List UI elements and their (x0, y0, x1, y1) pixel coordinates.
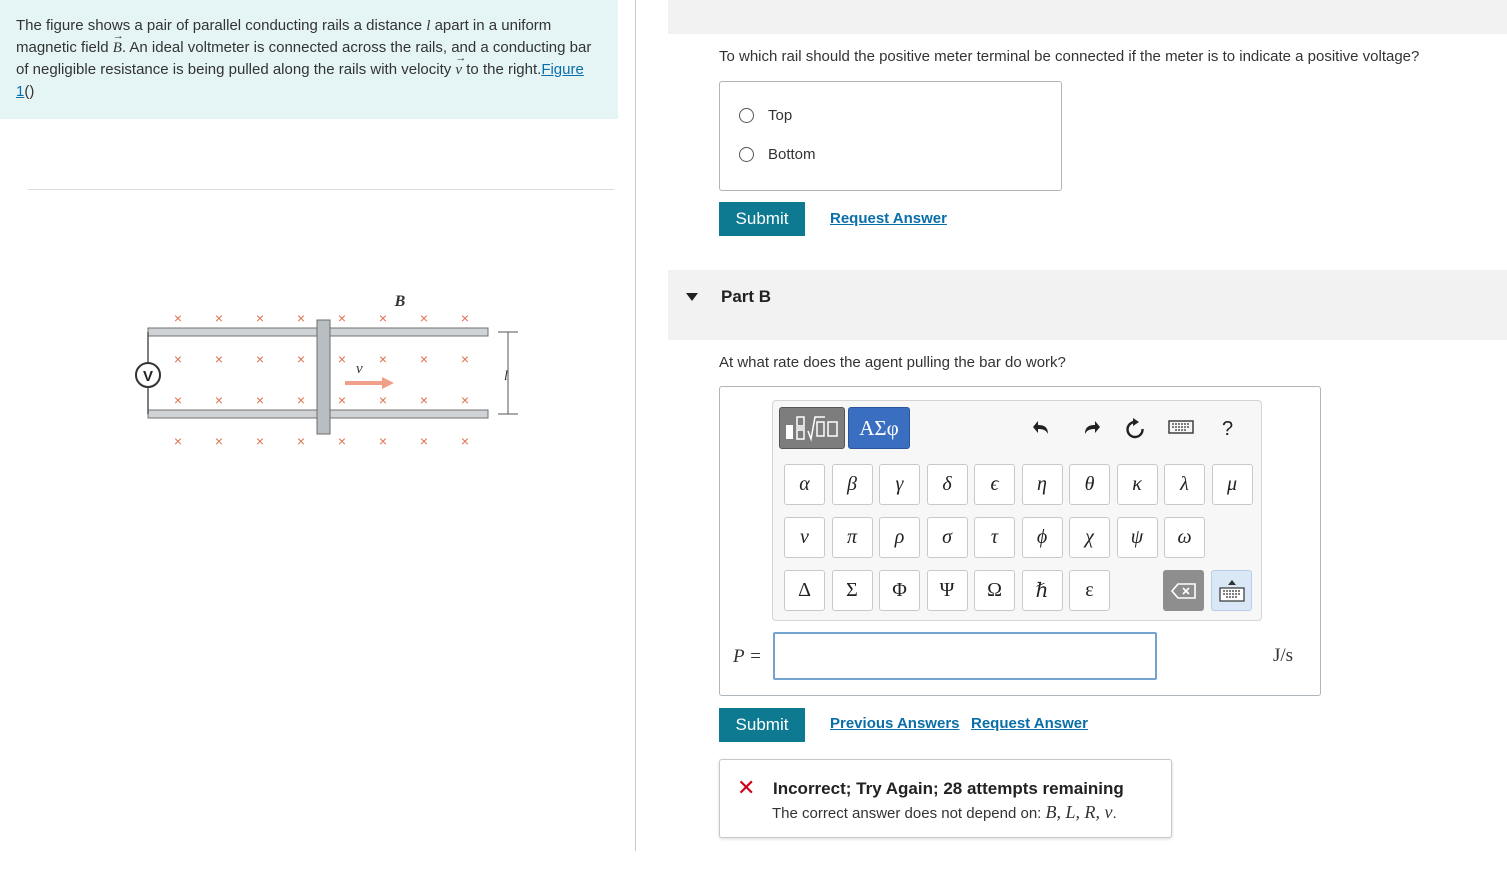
reset-icon[interactable] (1124, 418, 1146, 444)
conducting-bar (317, 320, 330, 434)
greek-key[interactable]: π (832, 517, 873, 558)
keyboard-toggle-icon (1218, 579, 1246, 603)
part-b-request-answer-link[interactable]: Request Answer (971, 715, 1088, 732)
greek-key[interactable]: Δ (784, 570, 825, 611)
figure-divider (28, 189, 614, 190)
field-x-mark: × (214, 392, 224, 408)
greek-key[interactable]: Σ (832, 570, 873, 611)
part-b-submit-button[interactable]: Submit (719, 708, 805, 742)
field-x-mark: × (255, 433, 265, 449)
part-a-question: To which rail should the positive meter terminal be connected if the meter is to indicate a positive voltage? (719, 48, 1420, 65)
greek-key[interactable]: μ (1212, 464, 1253, 505)
feedback-status: Incorrect; Try Again; 28 attempts remaining (773, 779, 1124, 798)
field-x-mark: × (337, 433, 347, 449)
field-x-mark: × (214, 351, 224, 367)
previous-answers-link[interactable]: Previous Answers (830, 715, 960, 732)
greek-key[interactable]: τ (974, 517, 1015, 558)
part-a-submit-button[interactable]: Submit (719, 202, 805, 236)
feedback-message (772, 802, 1117, 823)
field-x-mark: × (296, 392, 306, 408)
greek-key[interactable]: η (1022, 464, 1063, 505)
greek-key[interactable]: ν (784, 517, 825, 558)
part-b-question: At what rate does the agent pulling the bar do work? (719, 354, 1066, 371)
choice-bottom-label: Bottom (768, 146, 816, 163)
incorrect-icon: ✕ (737, 775, 756, 800)
greek-key[interactable]: ϕ (1022, 517, 1063, 558)
field-x-mark: × (460, 310, 470, 326)
field-x-mark: × (255, 392, 265, 408)
field-x-mark: × (419, 351, 429, 367)
field-x-mark: × (296, 351, 306, 367)
part-a-request-answer-link[interactable]: Request Answer (830, 210, 947, 227)
answer-label: P = (733, 646, 762, 667)
keyboard-icon[interactable] (1168, 418, 1194, 440)
greek-key[interactable]: ε (1069, 570, 1110, 611)
part-b-title[interactable]: Part B (721, 287, 772, 306)
backspace-icon (1171, 583, 1197, 599)
field-x-mark: × (378, 433, 388, 449)
field-x-mark: × (255, 351, 265, 367)
field-x-mark: × (337, 310, 347, 326)
answer-input[interactable] (773, 632, 1157, 680)
field-x-mark: × (460, 351, 470, 367)
field-x-mark: × (378, 310, 388, 326)
field-x-mark: × (337, 351, 347, 367)
field-label: B (394, 293, 406, 310)
var-l: l (426, 18, 431, 34)
unit-label: J/s (1273, 645, 1294, 666)
collapse-caret-icon[interactable] (686, 293, 698, 301)
field-x-mark: × (419, 310, 429, 326)
greek-key[interactable]: ψ (1117, 517, 1158, 558)
figure-link[interactable]: Figure 1 (16, 61, 584, 100)
greek-key[interactable]: Ω (974, 570, 1015, 611)
feedback-vars: B, L, R, v (1045, 802, 1113, 822)
greek-key[interactable]: κ (1117, 464, 1158, 505)
paren-close: ) (29, 83, 35, 100)
problem-text-2: apart in a uniform magnetic field (16, 17, 552, 56)
rails-figure (120, 280, 530, 460)
var-B: → B (113, 37, 122, 59)
greek-key[interactable]: ρ (879, 517, 920, 558)
velocity-label: v (356, 361, 363, 377)
greek-key[interactable]: ϵ (974, 464, 1015, 505)
paren-open: ( (24, 83, 30, 100)
part-a-header (668, 0, 1507, 34)
backspace-button[interactable] (1163, 570, 1204, 611)
velocity-arrow-head (382, 377, 394, 389)
greek-key[interactable]: σ (927, 517, 968, 558)
undo-icon[interactable] (1032, 418, 1052, 442)
help-icon[interactable]: ? (1222, 418, 1234, 440)
greek-key[interactable]: Ψ (927, 570, 968, 611)
greek-key[interactable]: χ (1069, 517, 1110, 558)
greek-key[interactable]: α (784, 464, 825, 505)
templates-icon (783, 413, 841, 443)
var-v: → v (455, 59, 462, 81)
greek-key[interactable]: θ (1069, 464, 1110, 505)
field-x-mark: × (173, 392, 183, 408)
templates-button[interactable] (779, 407, 845, 449)
field-x-mark: × (337, 392, 347, 408)
problem-text-4: to the right. (462, 61, 542, 78)
field-x-mark: × (460, 392, 470, 408)
feedback-period: . (1112, 805, 1117, 822)
part-b-header[interactable] (668, 270, 1507, 340)
keyboard-toggle-button[interactable] (1211, 570, 1252, 611)
greek-key[interactable]: Φ (879, 570, 920, 611)
radio-bottom[interactable] (739, 147, 754, 162)
choice-top-label: Top (768, 107, 793, 124)
choice-top[interactable] (739, 107, 792, 124)
greek-key[interactable]: β (832, 464, 873, 505)
feedback-text: The correct answer does not depend on: (772, 805, 1046, 822)
field-x-mark: × (378, 392, 388, 408)
left-pane (0, 0, 636, 851)
greek-key[interactable]: γ (879, 464, 920, 505)
redo-icon[interactable] (1081, 418, 1101, 442)
field-x-mark: × (378, 351, 388, 367)
field-x-mark: × (296, 310, 306, 326)
greek-key[interactable]: ℏ (1022, 570, 1063, 611)
problem-text-3: . An ideal voltmeter is connected across the rails, and a conducting bar of negligible resistance is being pulled along the rails with velocity (16, 39, 592, 78)
field-x-mark: × (419, 433, 429, 449)
field-x-mark: × (460, 433, 470, 449)
problem-text-1: The figure shows a pair of parallel conducting rails a distance (16, 17, 427, 34)
field-x-mark: × (214, 310, 224, 326)
distance-marker (498, 332, 518, 414)
greek-key[interactable]: δ (927, 464, 968, 505)
field-x-mark: × (173, 310, 183, 326)
greek-toggle-button[interactable]: ΑΣφ (848, 407, 910, 449)
distance-label: l (504, 369, 508, 384)
choice-bottom[interactable] (739, 146, 816, 163)
radio-top[interactable] (739, 108, 754, 123)
field-x-mark: × (214, 433, 224, 449)
greek-key[interactable]: λ (1164, 464, 1205, 505)
feedback-box (719, 759, 1172, 838)
field-x-mark: × (296, 433, 306, 449)
voltmeter-label: V (142, 368, 154, 385)
field-x-mark: × (173, 433, 183, 449)
field-x-mark: × (255, 310, 265, 326)
problem-statement (0, 0, 618, 119)
greek-key[interactable]: ω (1164, 517, 1205, 558)
field-x-mark: × (173, 351, 183, 367)
answer-choices (719, 81, 1062, 191)
field-x-mark: × (419, 392, 429, 408)
